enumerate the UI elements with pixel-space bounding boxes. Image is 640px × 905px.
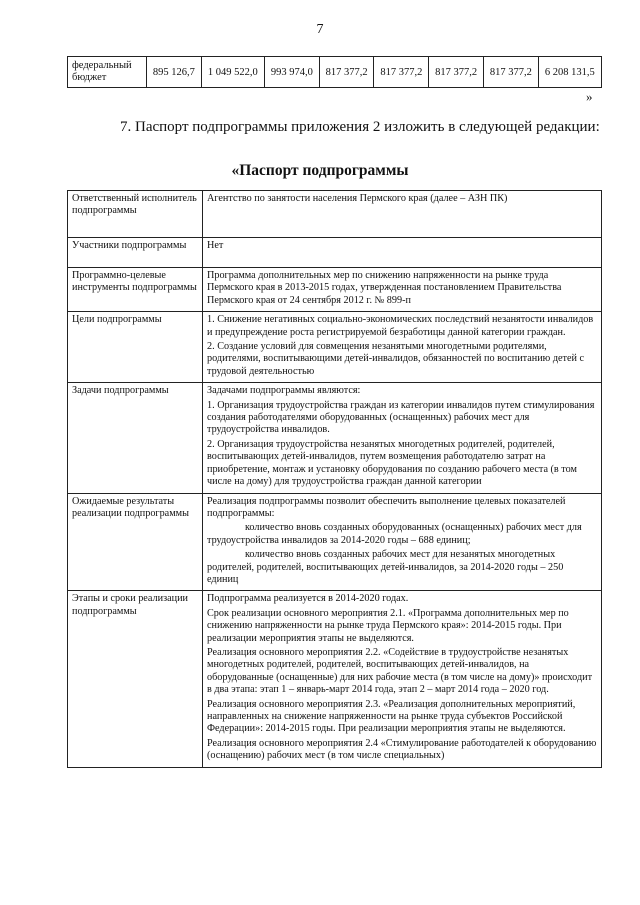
row-key: Задачи подпрограммы [68,383,203,493]
budget-cell: 817 377,2 [483,57,538,88]
budget-cell: 993 974,0 [264,57,319,88]
row-text: Задачами подпрограммы являются: [207,385,361,397]
budget-row-label: федеральный бюджет [68,57,147,88]
row-text: Агентство по занятости населения Пермского края (далее – АЗН ПК) [207,193,508,204]
table-row [68,591,602,767]
table-row [68,312,602,383]
budget-cell: 6 208 131,5 [538,57,601,88]
closing-quote: » [586,89,593,104]
row-key: Программно-целевые инструменты подпрограммы [68,268,203,312]
table-row [68,493,602,591]
row-text: 2. Создание условий для совмещения незанятыми многодетными родителями, родителями, воспитывающими детей-инвалидов, обязанностей по воспитанию детей с трудовой деятельностью [207,341,585,377]
row-value [203,383,602,493]
row-text: количество вновь созданных оборудованных (оснащенных) рабочих мест для трудоустройства инвалидов за 2014-2020 годы – 688 единиц; [207,522,582,546]
row-value [203,591,602,767]
table-row [68,191,602,238]
table-row [68,383,602,493]
page-number: 7 [316,22,324,37]
row-value [203,191,602,238]
row-text: 1. Организация трудоустройства граждан из категории инвалидов путем стимулирования создания работодателями оборудованных (оснащенных) рабочих мест для трудоустройства инвалидов. [207,399,595,436]
table-row [68,57,602,88]
row-text: количество вновь созданных рабочих мест для незанятых многодетных родителей, родителей, воспитывающих детей-инвалидов, за 2014-2020 годы – 250 единиц [207,549,564,585]
row-key: Участники подпрограммы [68,238,203,268]
row-text: 1. Снижение негативных социально-экономических последствий незанятости инвалидов и предупреждение роста регистрируемой безработицы данной категории граждан. [207,314,594,338]
row-value [203,312,602,383]
row-text: Срок реализации основного мероприятия 2.1. «Программа дополнительных мер по снижению напряженности на рынке труда Пермского края»: 2014-2015 годы. При реализации мероприятия этапы не выделяются. [207,607,569,644]
row-text: Подпрограмма реализуется в 2014-2020 годах. [207,593,409,605]
row-key: Ответственный исполнитель подпрограммы [68,191,203,238]
row-text: 2. Организация трудоустройства незанятых многодетных родителей, родителей, воспитывающих детей-инвалидов, путем возмещения работодателю затрат на приобретение, монтаж и установку оборудования по созданию рабочего места (в том числе на дому) для трудоустройства граждан данной категории [207,438,577,488]
section-title: «Паспорт подпрограммы [231,162,409,179]
row-text: Нет [207,240,224,251]
budget-cell: 895 126,7 [147,57,202,88]
row-value [203,493,602,591]
passport-table [67,190,602,768]
budget-table [67,56,602,88]
row-text: Реализация основного мероприятия 2.4 «Стимулирование работодателей к оборудованию (оснащению) рабочих мест (в том числе специальных) [207,737,597,762]
row-key: Цели подпрограммы [68,312,203,383]
budget-cell: 817 377,2 [319,57,374,88]
budget-cell: 817 377,2 [374,57,429,88]
row-key: Этапы и сроки реализации подпрограммы [68,591,203,767]
row-key: Ожидаемые результаты реализации подпрограммы [68,493,203,591]
amendment-paragraph: 7. Паспорт подпрограммы приложения 2 изложить в следующей редакции: [120,119,600,135]
row-text: Реализация основного мероприятия 2.2. «Содействие в трудоустройстве незанятых многодетных родителей, родителей, воспитывающих детей-инвалидов, на оборудованные (оснащенные) для них рабочие места (в том числе на дому)» происходит в два этапа: этап 1 – январь-март 2014 года, этап 2 – март 2014 года – 2020 год. [207,646,593,696]
table-row [68,238,602,268]
table-row [68,268,602,312]
row-text: Программа дополнительных мер по снижению напряженности на рынке труда Пермского края в 2013-2015 годах, утвержденная постановлением Правительства Пермского края от 24 сентября 2012 г. № 899-п [207,270,562,306]
budget-cell: 1 049 522,0 [201,57,264,88]
row-text: Реализация подпрограммы позволит обеспечить выполнение целевых показателей подпрограммы: [207,495,566,519]
row-value [203,268,602,312]
row-text: Реализация основного мероприятия 2.3. «Реализация дополнительных мероприятий, направленных на снижение напряженности на рынке труда субъектов Российской Федерации»: 2014-2015 годы. При реализации мероприятия этапы не выделяются. [207,698,576,735]
budget-cell: 817 377,2 [429,57,484,88]
row-value [203,238,602,268]
